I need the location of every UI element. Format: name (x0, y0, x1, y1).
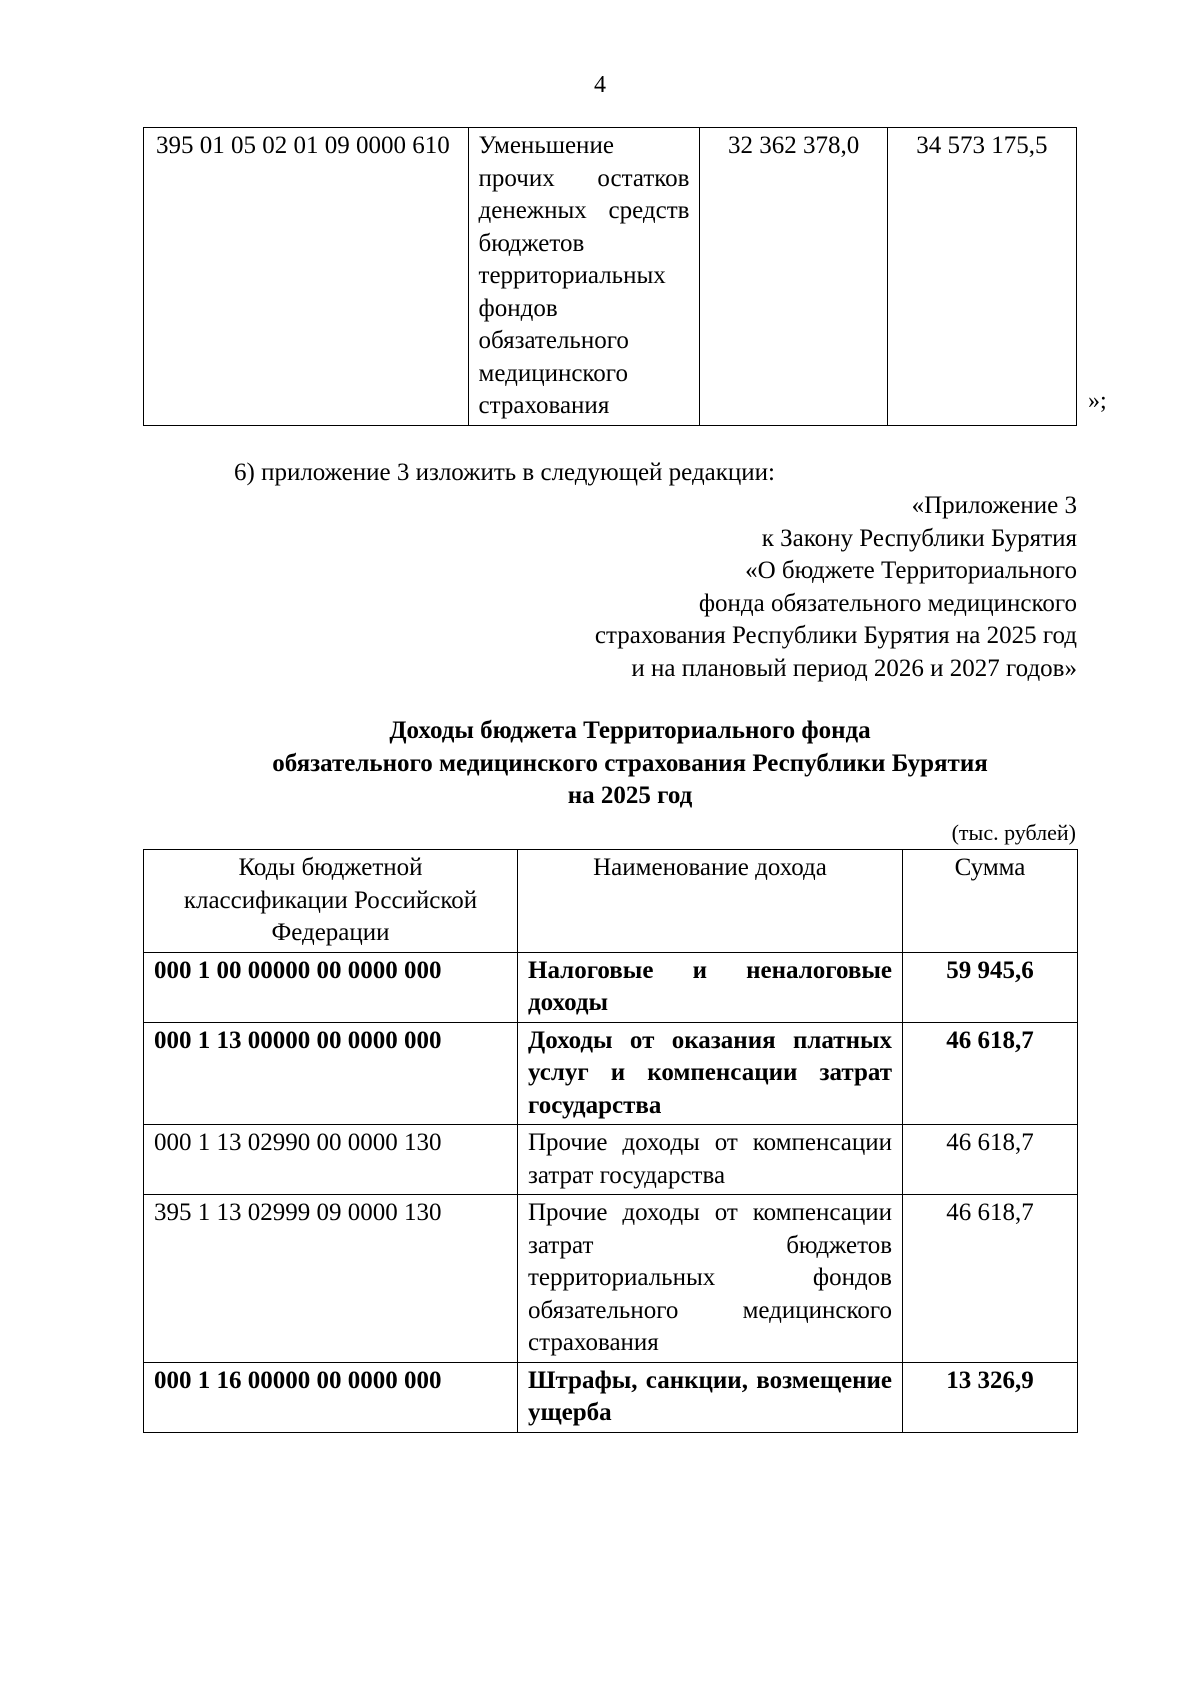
annex-line: «О бюджете Территориального (745, 557, 1077, 584)
annex-line: и на плановый период 2026 и 2027 годов» (631, 654, 1077, 682)
table-row (144, 128, 1077, 426)
annex-line: «Приложение 3 (911, 492, 1077, 519)
title-line: на 2025 год (567, 782, 693, 809)
table-row (144, 1125, 1078, 1195)
table-row (144, 1195, 1078, 1363)
name-cell: Налоговые и неналоговые доходы (518, 952, 903, 1022)
closing-quote-mark: »; (1088, 388, 1107, 414)
page-number: 4 (594, 72, 606, 98)
name-cell: Прочие доходы от компенсации затрат государства (518, 1125, 903, 1195)
title-line: Доходы бюджета Территориального фонда (389, 717, 871, 744)
unit-label: (тыс. рублей) (951, 820, 1076, 845)
budget-sources-table-continuation (143, 127, 1077, 426)
sum-cell: 13 326,9 (903, 1362, 1078, 1432)
annex-heading (377, 490, 1077, 685)
table-row (144, 1022, 1078, 1125)
code-cell: 000 1 16 00000 00 0000 000 (144, 1362, 518, 1432)
description-cell: Уменьшение прочих остатков денежных средств бюджетов территориальных фондов обязательного медицинского страхования (468, 128, 700, 426)
code-cell: 000 1 13 00000 00 0000 000 (144, 1022, 518, 1125)
sum-cell: 59 945,6 (903, 952, 1078, 1022)
value-2027-cell: 34 573 175,5 (887, 128, 1076, 426)
sum-cell: 46 618,7 (903, 1195, 1078, 1363)
code-cell: 395 1 13 02999 09 0000 130 (144, 1195, 518, 1363)
annex-line: страхования Республики Бурятия на 2025 год (594, 622, 1077, 649)
name-cell: Штрафы, санкции, возмещение ущерба (518, 1362, 903, 1432)
code-cell: 000 1 00 00000 00 0000 000 (144, 952, 518, 1022)
sum-cell: 46 618,7 (903, 1022, 1078, 1125)
table-row (144, 952, 1078, 1022)
name-cell: Доходы от оказания платных услуг и компенсации затрат государства (518, 1022, 903, 1125)
income-table (143, 849, 1078, 1433)
code-cell: 000 1 13 02990 00 0000 130 (144, 1125, 518, 1195)
header-sum: Сумма (903, 850, 1078, 953)
annex-line: к Закону Республики Бурятия (761, 524, 1077, 552)
title-line: обязательного медицинского страхования Республики Бурятия (272, 749, 988, 777)
amendment-instruction: 6) приложение 3 изложить в следующей редакции: (234, 459, 775, 486)
table-row (144, 1362, 1078, 1432)
budget-code-cell: 395 01 05 02 01 09 0000 610 (144, 128, 469, 426)
header-code: Коды бюджетной классификации Российской Федерации (144, 850, 518, 953)
value-2026-cell: 32 362 378,0 (700, 128, 887, 426)
income-table-title (0, 715, 1200, 813)
header-name: Наименование дохода (518, 850, 903, 953)
table-header-row (144, 850, 1078, 953)
annex-line: фонда обязательного медицинского (698, 589, 1077, 617)
sum-cell: 46 618,7 (903, 1125, 1078, 1195)
name-cell: Прочие доходы от компенсации затрат бюджетов территориальных фондов обязательного медицинского страхования (518, 1195, 903, 1363)
